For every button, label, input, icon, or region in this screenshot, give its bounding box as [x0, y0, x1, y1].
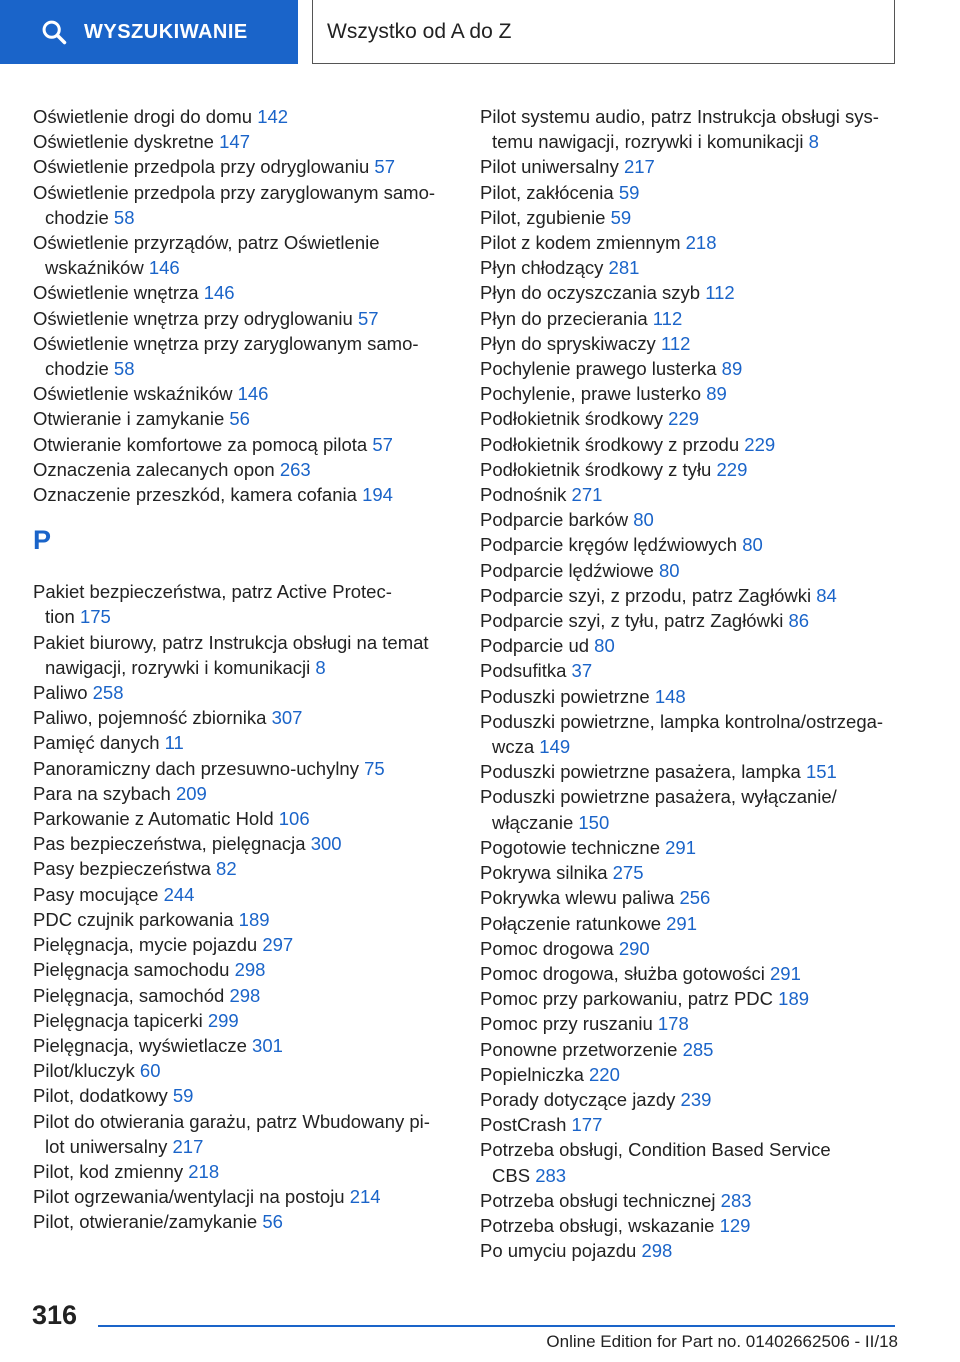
index-entry-text: Poduszki powietrzne, lampka kontrolna/ostrzega-: [480, 710, 884, 732]
index-entry-text: Oznaczenia zalecanych opon: [33, 458, 275, 480]
index-entry-text: Pielęgnacja tapicerki: [33, 1009, 203, 1031]
index-entry: [33, 1209, 453, 1234]
page-link[interactable]: 217: [172, 1135, 204, 1157]
page-link[interactable]: 82: [216, 858, 237, 880]
index-entry: [33, 381, 453, 406]
page-link[interactable]: 80: [594, 635, 615, 657]
index-entry: [480, 255, 920, 280]
index-entry-text: włączanie: [492, 811, 574, 833]
page-link[interactable]: 11: [164, 732, 184, 754]
index-entry: [480, 1112, 920, 1137]
page-link[interactable]: 86: [788, 610, 810, 632]
index-entry-text: CBS: [492, 1164, 531, 1186]
page-link[interactable]: 112: [705, 282, 735, 304]
index-entry-text: Poduszki powietrzne pasażera, lampka: [480, 761, 801, 783]
index-entry: [33, 1008, 453, 1033]
page-link[interactable]: 298: [641, 1240, 673, 1262]
index-entry: [33, 1083, 453, 1108]
page-link[interactable]: 283: [720, 1189, 752, 1211]
page-link[interactable]: 271: [571, 484, 603, 506]
page-link[interactable]: 229: [716, 458, 748, 480]
page-link[interactable]: 239: [680, 1088, 712, 1110]
index-entry-text: Oświetlenie wnętrza przy odryglowaniu: [33, 307, 353, 329]
index-entry-text: Otwieranie i zamykanie: [33, 408, 225, 430]
index-entry-text: Podnośnik: [480, 484, 567, 506]
index-entry-text: Oświetlenie przyrządów, patrz Oświetlenie: [33, 232, 380, 254]
page-link[interactable]: 209: [175, 782, 207, 804]
index-entry-text: Podparcie lędźwiowe: [480, 559, 654, 581]
index-entry: [480, 936, 920, 961]
index-entry-text: Pilot, zgubienie: [480, 206, 606, 228]
page-link[interactable]: 150: [578, 811, 610, 833]
index-entry-text: Podparcie szyi, z tyłu, patrz Zagłówki: [480, 610, 784, 632]
index-entry: [480, 658, 920, 683]
index-entry: [480, 583, 920, 608]
index-entry: [480, 230, 920, 255]
page-link[interactable]: 285: [682, 1038, 714, 1060]
index-entry-text: Oznaczenie przeszkód, kamera cofania: [33, 484, 357, 506]
index-entry: [480, 180, 920, 205]
page-link[interactable]: 80: [633, 509, 654, 531]
index-entry: [480, 684, 920, 709]
index-entry-text: Podparcie barków: [480, 509, 629, 531]
index-entry-text: Płyn do oczyszczania szyb: [480, 282, 701, 304]
index-entry-text: Podłokietnik środkowy z przodu: [480, 433, 740, 455]
index-entry: [33, 432, 453, 457]
page-link[interactable]: 229: [744, 433, 776, 455]
index-entry-text: Pilot, dodatkowy: [33, 1085, 168, 1107]
index-entry: [33, 230, 453, 280]
index-entry: [33, 630, 453, 680]
index-entry-text: Potrzeba obsługi technicznej: [480, 1189, 716, 1211]
page-link[interactable]: 148: [654, 685, 686, 707]
index-entry-text: Popielniczka: [480, 1063, 584, 1085]
index-entry-text: lot uniwersalny: [45, 1135, 168, 1157]
page-link[interactable]: 56: [262, 1211, 283, 1233]
index-entry-text: Oświetlenie dyskretne: [33, 131, 214, 153]
page-link[interactable]: 112: [652, 307, 683, 329]
index-column-left: [33, 104, 453, 1235]
search-label: WYSZUKIWANIE: [84, 20, 248, 43]
index-entry-text: Oświetlenie drogi do domu: [33, 106, 253, 127]
index-entry: [33, 907, 453, 932]
page-link[interactable]: 218: [188, 1160, 220, 1182]
index-entry-text: Paliwo, pojemność zbiornika: [33, 707, 267, 729]
index-entry: [480, 608, 920, 633]
index-entry: [33, 482, 453, 507]
index-entry: [480, 835, 920, 860]
index-entry: [480, 961, 920, 986]
index-entry: [33, 730, 453, 755]
index-entry-text: Pokrywka wlewu paliwa: [480, 887, 675, 909]
index-entry-text: Otwieranie komfortowe za pomocą pilota: [33, 433, 368, 455]
page-link[interactable]: 258: [92, 682, 124, 704]
index-entry: [480, 1011, 920, 1036]
page-link[interactable]: 218: [685, 232, 717, 254]
index-entry: [33, 831, 453, 856]
index-entry: [33, 154, 453, 179]
page-link[interactable]: 297: [262, 934, 294, 956]
page-link[interactable]: 59: [610, 206, 632, 228]
page-link[interactable]: 84: [816, 584, 837, 606]
edition-info: Online Edition for Part no. 01402662506 - II/18: [546, 1332, 898, 1351]
index-entry: [480, 860, 920, 885]
index-entry: [480, 1037, 920, 1062]
index-entry-text: Pakiet biurowy, patrz Instrukcja obsługi na temat: [33, 631, 429, 653]
index-entry-text: Pochylenie prawego lusterka: [480, 358, 717, 380]
index-entry-text: Pasy bezpieczeństwa: [33, 858, 211, 880]
index-entry-text: Pilot, otwieranie/zamykanie: [33, 1211, 258, 1233]
index-letter-heading: P: [33, 525, 52, 556]
index-entry: [33, 756, 453, 781]
index-entry-text: Pilot z kodem zmiennym: [480, 232, 681, 254]
index-entry-text: Potrzeba obsługi, Condition Based Service: [480, 1139, 831, 1161]
index-entry: [33, 983, 453, 1008]
page-link[interactable]: 291: [770, 962, 801, 984]
index-entry: [480, 1062, 920, 1087]
index-entry-text: Podparcie szyi, z przodu, patrz Zagłówki: [480, 584, 812, 606]
index-entry: [480, 1213, 920, 1238]
index-entry: [33, 406, 453, 431]
index-entry-text: Oświetlenie wnętrza: [33, 282, 199, 304]
page-number: 316: [32, 1300, 78, 1330]
page-link[interactable]: 146: [237, 383, 269, 405]
index-entry: [480, 558, 920, 583]
page-link[interactable]: 220: [589, 1063, 620, 1085]
page-link[interactable]: 146: [203, 282, 235, 304]
index-entry-text: Podłokietnik środkowy z tyłu: [480, 458, 712, 480]
page-link[interactable]: 177: [571, 1114, 603, 1136]
index-entry: [480, 1188, 920, 1213]
index-column-right: [480, 104, 920, 1263]
page-link[interactable]: 147: [219, 131, 250, 153]
index-entry-text: chodzie: [45, 206, 109, 228]
index-entry: [480, 406, 920, 431]
index-entry: [33, 579, 453, 629]
index-entry: [480, 633, 920, 658]
index-entry-text: Pilot, zakłócenia: [480, 181, 614, 203]
page-link[interactable]: 57: [374, 156, 395, 178]
index-entry: [33, 932, 453, 957]
index-entry: [480, 885, 920, 910]
index-entry-text: Oświetlenie przedpola przy zaryglowanym samo-: [33, 181, 436, 203]
page-link[interactable]: 178: [657, 1013, 689, 1035]
index-entry: [33, 129, 453, 154]
index-entry-text: Podłokietnik środkowy: [480, 408, 664, 430]
page-link[interactable]: 60: [139, 1060, 161, 1082]
index-entry: [480, 331, 920, 356]
page-link[interactable]: 59: [618, 181, 640, 203]
index-entry-text: Parkowanie z Automatic Hold: [33, 808, 274, 830]
page-link[interactable]: 298: [229, 984, 261, 1006]
index-entry: [480, 709, 920, 759]
index-entry-text: tion: [45, 606, 75, 628]
page-link[interactable]: 291: [665, 836, 696, 858]
index-entry: [480, 306, 920, 331]
page-link[interactable]: 89: [706, 383, 727, 405]
page-link[interactable]: 8: [808, 131, 819, 153]
index-entry-text: Pomoc przy parkowaniu, patrz PDC: [480, 988, 774, 1010]
index-entry-text: Pomoc przy ruszaniu: [480, 1013, 653, 1035]
page-link[interactable]: 59: [172, 1085, 194, 1107]
page-link[interactable]: 142: [257, 106, 289, 127]
index-entry-text: Podparcie ud: [480, 635, 590, 657]
index-entry: [480, 759, 920, 784]
index-entry: [480, 986, 920, 1011]
index-entry: [33, 781, 453, 806]
page-link[interactable]: 291: [666, 912, 698, 934]
index-entry: [480, 104, 920, 154]
index-entry-text: Pilot do otwierania garażu, patrz Wbudowany pi-: [33, 1110, 430, 1132]
index-entry: [33, 1184, 453, 1209]
page-link[interactable]: 189: [238, 908, 270, 930]
index-entry-text: Pomoc drogowa, służba gotowości: [480, 962, 765, 984]
index-entry: [33, 1109, 453, 1159]
page-link[interactable]: 8: [315, 656, 326, 678]
index-entry-text: Podsufitka: [480, 660, 567, 682]
page-link[interactable]: 57: [357, 307, 379, 329]
index-entry: [480, 784, 920, 834]
index-entry-text: wcza: [492, 736, 535, 758]
index-entry-text: nawigacji, rozrywki i komunikacji: [45, 656, 311, 678]
index-entry-text: Oświetlenie wskaźników: [33, 383, 233, 405]
index-entry-text: PostCrash: [480, 1114, 567, 1136]
page-link[interactable]: 299: [207, 1009, 239, 1031]
page-link[interactable]: 80: [658, 559, 680, 581]
page-link[interactable]: 106: [278, 808, 310, 830]
page-link[interactable]: 89: [721, 358, 743, 380]
index-entry: [33, 680, 453, 705]
index-entry-text: Pilot systemu audio, patrz Instrukcja obsługi sys-: [480, 106, 879, 127]
page-link[interactable]: 307: [271, 707, 303, 729]
index-entry: [33, 306, 453, 331]
search-icon: [40, 18, 68, 46]
index-entry-text: Połączenie ratunkowe: [480, 912, 661, 934]
index-entry-text: Pielęgnacja, wyświetlacze: [33, 1034, 247, 1056]
page-link[interactable]: 298: [234, 959, 266, 981]
index-entry-text: Poduszki powietrzne pasażera, wyłączanie/: [480, 786, 837, 808]
index-entry-text: Pas bezpieczeństwa, pielęgnacja: [33, 833, 306, 855]
index-entry-text: Po umyciu pojazdu: [480, 1240, 637, 1262]
page-link[interactable]: 151: [805, 761, 837, 783]
index-entry-text: wskaźników: [45, 257, 144, 279]
footer-divider: [98, 1325, 895, 1327]
index-entry: [33, 280, 453, 305]
index-entry: [33, 180, 453, 230]
page-link[interactable]: 194: [362, 484, 393, 506]
index-entry-text: Pochylenie, prawe lusterko: [480, 383, 702, 405]
index-entry: [480, 280, 920, 305]
index-entry: [33, 806, 453, 831]
index-entry: [480, 432, 920, 457]
index-entry: [33, 1033, 453, 1058]
index-entry: [33, 705, 453, 730]
index-entry: [480, 911, 920, 936]
header: [0, 0, 960, 68]
index-entry-text: PDC czujnik parkowania: [33, 908, 234, 930]
index-entry: [480, 1238, 920, 1263]
index-entry-text: Potrzeba obsługi, wskazanie: [480, 1214, 715, 1236]
index-entry-text: Pakiet bezpieczeństwa, patrz Active Protec-: [33, 581, 392, 603]
page-link[interactable]: 129: [719, 1214, 751, 1236]
index-entry-text: Pilot uniwersalny: [480, 156, 619, 178]
index-entry-text: Pielęgnacja samochodu: [33, 959, 230, 981]
page-link[interactable]: 290: [618, 937, 650, 959]
page-link[interactable]: 58: [113, 206, 135, 228]
page-link[interactable]: 244: [163, 883, 195, 905]
page-link[interactable]: 75: [364, 757, 385, 779]
search-button[interactable]: [0, 0, 298, 64]
index-entry-text: Pamięć danych: [33, 732, 160, 754]
page-link[interactable]: 256: [679, 887, 711, 909]
index-entry-text: Para na szybach: [33, 782, 171, 804]
page-link[interactable]: 80: [742, 534, 763, 556]
index-entry: [480, 1137, 920, 1187]
index-entry-text: Pielęgnacja, samochód: [33, 984, 225, 1006]
index-entry-text: Panoramiczny dach przesuwno-uchylny: [33, 757, 359, 779]
index-entry-text: Pilot/kluczyk: [33, 1060, 135, 1082]
page-link[interactable]: 283: [535, 1164, 567, 1186]
index-entry-text: Podparcie kręgów lędźwiowych: [480, 534, 738, 556]
index-entry: [480, 1087, 920, 1112]
index-entry-text: Pomoc drogowa: [480, 937, 614, 959]
index-entry: [480, 381, 920, 406]
index-entry: [33, 882, 453, 907]
index-entry: [480, 205, 920, 230]
index-entry-text: Pielęgnacja, mycie pojazdu: [33, 934, 258, 956]
index-entry-text: Poduszki powietrzne: [480, 685, 650, 707]
index-entry-text: Pokrywa silnika: [480, 862, 608, 884]
index-entry-text: Płyn do spryskiwaczy: [480, 332, 656, 354]
index-entry-text: Płyn do przecierania: [480, 307, 648, 329]
index-entry: [33, 957, 453, 982]
index-entry-text: Paliwo: [33, 682, 88, 704]
index-entry-text: Ponowne przetworzenie: [480, 1038, 678, 1060]
index-entry-text: Porady dotyczące jazdy: [480, 1088, 676, 1110]
index-entry: [33, 1159, 453, 1184]
page-link[interactable]: 301: [252, 1034, 283, 1056]
index-entry: [33, 1058, 453, 1083]
index-entry-text: Pasy mocujące: [33, 883, 159, 905]
index-entry: [33, 104, 453, 129]
index-entry: [33, 331, 453, 381]
index-entry: [480, 532, 920, 557]
page-link[interactable]: 57: [372, 433, 393, 455]
page-link[interactable]: 281: [608, 257, 640, 279]
page-link[interactable]: 56: [229, 408, 250, 430]
page-link[interactable]: 214: [349, 1186, 381, 1208]
index-entry: [480, 507, 920, 532]
index-entry-text: Pogotowie techniczne: [480, 836, 660, 858]
index-entry-text: Oświetlenie wnętrza przy zaryglowanym samo-: [33, 332, 419, 354]
index-entry: [33, 856, 453, 881]
index-entry-text: Płyn chłodzący: [480, 257, 604, 279]
index-entry: [33, 457, 453, 482]
page-link[interactable]: 217: [623, 156, 655, 178]
page-link[interactable]: 275: [612, 862, 644, 884]
index-entry: [480, 482, 920, 507]
index-entry-text: Oświetlenie przedpola przy odryglowaniu: [33, 156, 370, 178]
page-link[interactable]: 58: [113, 358, 135, 380]
page-link[interactable]: 175: [79, 606, 111, 628]
page-link[interactable]: 146: [148, 257, 180, 279]
page-link[interactable]: 37: [571, 660, 593, 682]
index-entry: [480, 154, 920, 179]
index-entry-text: chodzie: [45, 358, 109, 380]
index-entry-text: Pilot, kod zmienny: [33, 1160, 184, 1182]
page-link[interactable]: 300: [310, 833, 342, 855]
section-title-tab[interactable]: [312, 0, 895, 64]
page-link[interactable]: 149: [539, 736, 571, 758]
page-link[interactable]: 229: [668, 408, 700, 430]
index-entry: [480, 356, 920, 381]
index-entry: [480, 457, 920, 482]
page-link[interactable]: 189: [778, 988, 810, 1010]
index-entry-text: Pilot ogrzewania/wentylacji na postoju: [33, 1186, 345, 1208]
page-link[interactable]: 263: [279, 458, 311, 480]
page-link[interactable]: 112: [660, 332, 691, 354]
index-entry-text: temu nawigacji, rozrywki i komunikacji: [492, 131, 804, 153]
section-title: Wszystko od A do Z: [327, 19, 512, 43]
